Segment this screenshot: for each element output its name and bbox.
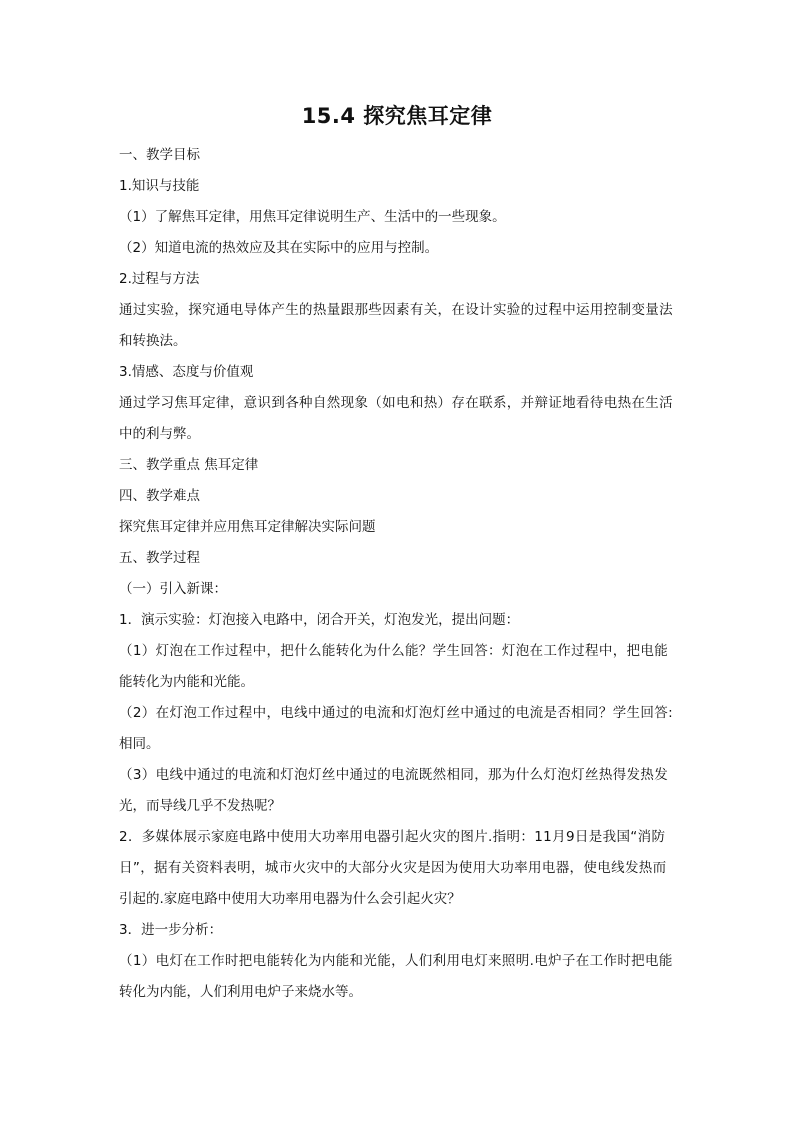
- document-body: [119, 140, 677, 1008]
- section-heading-difficulties: 四、教学难点: [119, 488, 200, 504]
- section-heading-process: 五、教学过程: [119, 550, 200, 566]
- subheading-process-method: 2.过程与方法: [119, 271, 200, 287]
- paragraph-line: 1．演示实验：灯泡接入电路中，闭合开关，灯泡发光，提出问题：: [119, 612, 520, 628]
- paragraph-line: 通过学习焦耳定律，意识到各种自然现象（如电和热）存在联系，并辩证地看待电热在生活: [119, 395, 673, 411]
- paragraph-line: （2）知道电流的热效应及其在实际中的应用与控制。: [119, 240, 439, 256]
- subheading-knowledge-skills: 1.知识与技能: [119, 178, 200, 194]
- subheading-attitude-values: 3.情感、态度与价值观: [119, 364, 254, 380]
- paragraph-line: 能转化为内能和光能。: [119, 674, 254, 690]
- paragraph-line: 通过实验，探究通电导体产生的热量跟那些因素有关，在设计实验的过程中运用控制变量法: [119, 302, 673, 318]
- section-heading-objectives: 一、教学目标: [119, 147, 200, 163]
- paragraph-line: 探究焦耳定律并应用焦耳定律解决实际问题: [119, 519, 376, 535]
- paragraph-line: 中的利与弊。: [119, 426, 200, 442]
- subheading-introduction: （一）引入新课：: [119, 581, 227, 597]
- paragraph-line: （1）了解焦耳定律，用焦耳定律说明生产、生活中的一些现象。: [119, 209, 506, 225]
- paragraph-line: 光，而导线几乎不发热呢？: [119, 798, 281, 814]
- paragraph-line: 日”，据有关资料表明，城市火灾中的大部分火灾是因为使用大功率用电器，使电线发热而: [119, 860, 667, 876]
- paragraph-line: （1）电灯在工作时把电能转化为内能和光能，人们利用电灯来照明.电炉子在工作时把电能: [119, 953, 673, 969]
- paragraph-line: 相同。: [119, 736, 160, 752]
- paragraph-line: （2）在灯泡工作过程中，电线中通过的电流和灯泡灯丝中通过的电流是否相同？学生回答:: [119, 705, 673, 721]
- paragraph-line: 和转换法。: [119, 333, 187, 349]
- paragraph-line: 转化为内能，人们利用电炉子来烧水等。: [119, 984, 362, 1000]
- section-heading-key-points: 三、教学重点 焦耳定律: [119, 457, 259, 473]
- document-title: 15.4 探究焦耳定律: [301, 104, 493, 128]
- paragraph-line: （1）灯泡在工作过程中，把什么能转化为什么能？学生回答：灯泡在工作过程中，把电能: [119, 643, 669, 659]
- paragraph-line: （3）电线中通过的电流和灯泡灯丝中通过的电流既然相同，那为什么灯泡灯丝热得发热发: [119, 767, 669, 783]
- paragraph-line: 引起的.家庭电路中使用大功率用电器为什么会引起火灾？: [119, 891, 461, 907]
- paragraph-line: 3．进一步分析：: [119, 922, 223, 938]
- paragraph-line: 2．多媒体展示家庭电路中使用大功率用电器引起火灾的图片.指明：11月9日是我国“消防: [119, 829, 666, 845]
